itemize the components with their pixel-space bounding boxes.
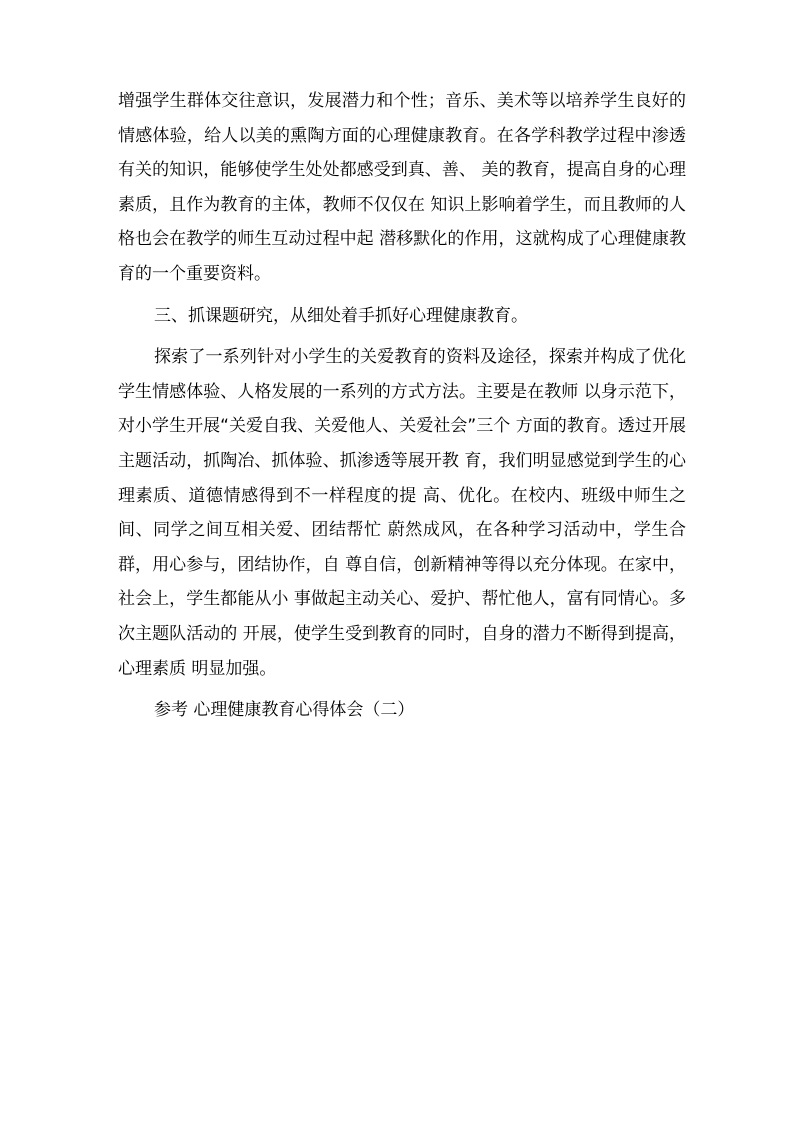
section-heading-three: 三、抓课题研究，从细处着手抓好心理健康教育。	[154, 305, 528, 326]
body-paragraph-care-education: 探索了一系列针对小学生的关爱教育的资料及途径，探索并构成了优化学生情感体验、人格发展的一系列的方式方法。主要是在教师 以身示范下，对小学生开展“关爱自我、关爱他人、关爱社会”三个 方面的教育。透过开展主题活动，抓陶冶、抓体验、抓渗透等展开教 育，我们明显感觉到学生的心理素质、道德情感得到不一样程度的提 高、优化。在校内、班级中师生之间、同学之间互相关爱、团结帮忙 蔚然成风，在各种学习活动中，学生合群，用心参与，团结协作，自 尊自信，创新精神等得以充分体现。在家中，社会上，学生都能从小 事做起主动关心、爱护、帮忙他人，富有同情心。多次主题队活动的 开展，使学生受到教育的同时，自身的潜力不断得到提高，心理素质 明显加强。	[118, 347, 686, 679]
reference-heading: 参考 心理健康教育心得体会（二）	[154, 700, 415, 721]
document-body	[118, 84, 686, 728]
body-paragraph-continued: 增强学生群体交往意识，发展潜力和个性；音乐、美术等以培养学生良好的情感体验，给人以美的熏陶方面的心理健康教育。在各学科教学过程中渗透有关的知识，能够使学生处处都感受到真、善、 美的教育，提高自身的心理素质，且作为教育的主体，教师不仅仅在 知识上影响着学生，而且教师的人格也会在教学的师生互动过程中起 潜移默化的作用，这就构成了心理健康教育的一个重要资料。	[118, 91, 686, 284]
paragraph-spacer	[118, 333, 686, 340]
paragraph-spacer	[118, 686, 686, 693]
paragraph-spacer	[118, 292, 686, 299]
